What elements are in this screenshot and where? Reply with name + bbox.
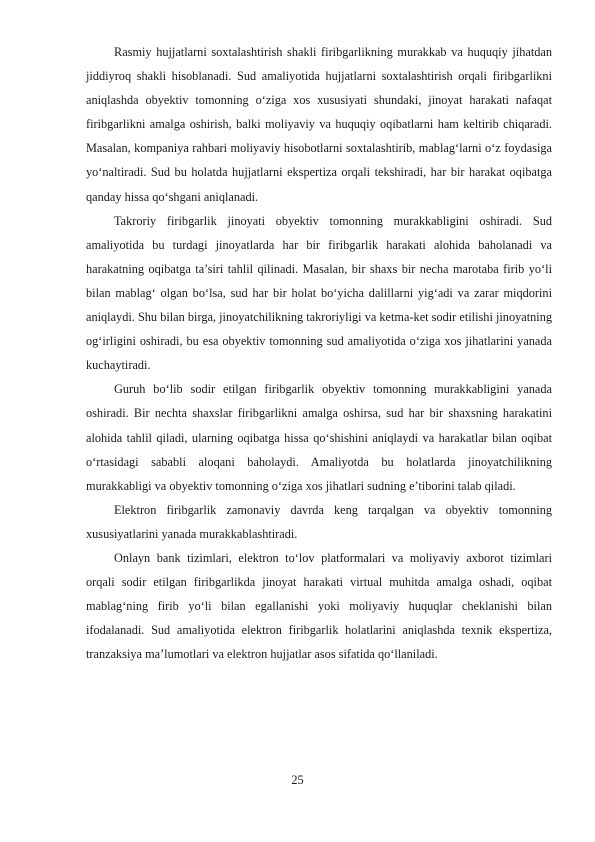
paragraph-online-banking: Onlayn bank tizimlari, elektron to‘lov platformalari va moliyaviy axborot tizimlari orqali sodir etilgan firibgarlikda jinoyat harakati virtual muhitda amalga oshadi, oqibat mablag‘ning firib yo‘li bilan egallanishi yoki moliyaviy huquqlar cheklanishi bilan ifodalanadi. Sud amaliyotida elektron firibgarlik holatlarini aniqlashda texnik ekspertiza, tranzaksiya ma’lumotlari va elektron hujjatlar asos sifatida qo‘llaniladi. (86, 550, 552, 662)
page-number: 25 (291, 773, 304, 787)
paragraph-group-fraud: Guruh bo‘lib sodir etilgan firibgarlik obyektiv tomonning murakkabligini yanada oshiradi. Bir nechta shaxslar firibgarlikni amalga oshirsa, sud har bir shaxsning harakatini alohida tahlil qiladi, ularning oqibatga hissa qo‘shishini aniqlaydi va harakatlar bilan oqibat o‘rtasidagi sababli aloqani baholaydi. Amaliyotda bu holatlarda jinoyatchilikning murakkabligi va obyektiv tomonning o‘ziga xos jihatlari sudning e’tiborini talab qiladi. (86, 382, 552, 493)
paragraph-forged-documents: Rasmiy hujjatlarni soxtalashtirish shakli firibgarlikning murakkab va huquqiy jihatdan jiddiyroq shakli hisoblanadi. Sud amaliyotida hujjatlarni soxtalashtirish orqali firibgarlikni aniqlashda obyektiv tomonning o‘ziga xos xususiyati shundaki, jinoyat harakati nafaqat firibgarlikni amalga oshirish, balki moliyaviy va huquqiy oqibatlarni ham keltirib chiqaradi. Masalan, kompaniya rahbari moliyaviy hisobotlarni soxtalashtirib, mablag‘larni o‘z foydasiga yo‘naltiradi. Sud bu holatda hujjatlarni ekspertiza orqali tekshiradi, har bir harakat oqibatga qanday hissa qo‘shgani aniqlanadi. (86, 45, 552, 204)
paragraph-repeated-fraud: Takroriy firibgarlik jinoyati obyektiv tomonning murakkabligini oshiradi. Sud amaliyotida bu turdagi jinoyatlarda har bir firibgarlik harakati alohida baholanadi va harakatning oqibatga ta’siri tahlil qilinadi. Masalan, bir shaxs bir necha marotaba firib yo‘li bilan mablag‘ olgan bo‘lsa, sud har bir holat bo‘yicha dalillarni yig‘adi va zarar miqdorini aniqlaydi. Shu bilan birga, jinoyatchilikning takroriyligi va ketma-ket sodir etilishi jinoyatning og‘irligini oshiradi, bu esa obyektiv tomonning sud amaliyotida o‘ziga xos jihatlarini yanada kuchaytiradi. (86, 213, 552, 373)
document-body (86, 40, 552, 666)
paragraph-electronic-fraud-intro: Elektron firibgarlik zamonaviy davrda keng tarqalgan va obyektiv tomonning xususiyatlarini yanada murakkablashtiradi. (86, 502, 552, 541)
